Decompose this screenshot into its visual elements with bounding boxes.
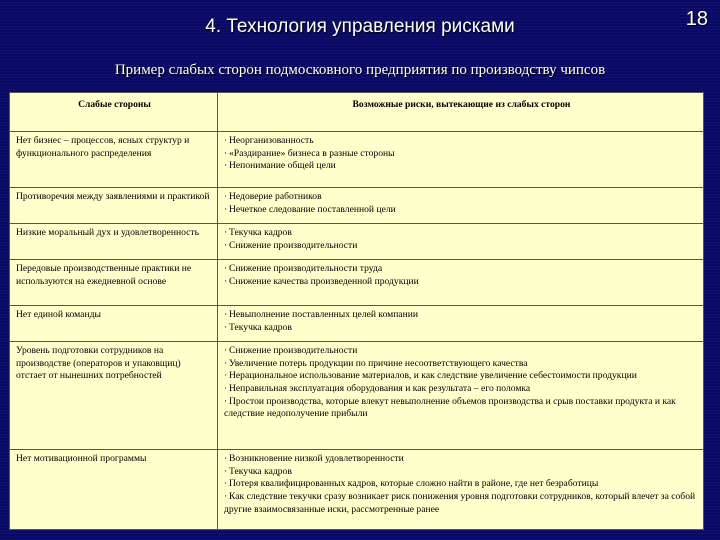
bullet-icon: ·	[224, 321, 228, 333]
risk-item	[224, 240, 699, 253]
bullet-icon: ·	[224, 203, 228, 215]
weakness-cell: Нет единой команды	[10, 306, 218, 342]
risk-text: Снижение производительности труда	[229, 263, 383, 274]
bullet-icon: ·	[224, 160, 228, 172]
bullet-icon: ·	[224, 453, 228, 464]
risks-cell	[218, 132, 704, 188]
risks-cell	[218, 306, 704, 342]
risk-item	[224, 370, 699, 383]
risk-text: Текучка кадров	[229, 321, 292, 333]
risk-item	[224, 276, 699, 289]
weakness-cell: Уровень подготовки сотрудников на производстве (операторов и упаковщиц) отстает от нынешних потребностей	[10, 342, 218, 450]
weakness-cell: Передовые производственные практики не используются на ежедневной основе	[10, 260, 218, 306]
risk-text: Снижение производительности	[229, 239, 358, 251]
risk-text: Неправильная эксплуатация оборудования и как результата – его поломка	[229, 382, 531, 394]
bullet-icon: ·	[224, 465, 228, 477]
risk-text: Возникновение низкой удовлетворенности	[229, 453, 404, 464]
header-weaknesses: Слабые стороны	[10, 93, 218, 132]
table-row	[10, 132, 704, 188]
table-row	[10, 224, 704, 260]
table-row	[10, 260, 704, 306]
risk-text: Невыполнение поставленных целей компании	[229, 309, 419, 320]
bullet-icon: ·	[224, 370, 228, 382]
table-row	[10, 306, 704, 342]
risk-item	[224, 191, 699, 204]
risk-text: Непонимание общей цели	[229, 160, 336, 172]
bullet-icon: ·	[224, 239, 228, 251]
table-row	[10, 342, 704, 450]
bullet-icon: ·	[224, 309, 228, 320]
risk-item	[224, 263, 699, 276]
risk-item	[224, 148, 699, 161]
risk-item	[224, 309, 699, 322]
header-risks: Возможные риски, вытекающие из слабых сторон	[218, 93, 704, 132]
risk-item	[224, 453, 699, 466]
bullet-icon: ·	[224, 135, 228, 146]
risks-cell	[218, 450, 704, 530]
risk-item	[224, 383, 699, 396]
risks-cell	[218, 342, 704, 450]
bullet-icon: ·	[224, 490, 228, 502]
bullet-icon: ·	[224, 227, 228, 238]
bullet-icon: ·	[224, 191, 228, 202]
risk-item	[224, 322, 699, 335]
bullet-icon: ·	[224, 382, 228, 394]
slide-subtitle: Пример слабых сторон подмосковного предприятия по производству чипсов	[114, 62, 606, 78]
risk-text: Снижение производительности	[229, 345, 358, 356]
slide-number: 18	[685, 8, 708, 30]
bullet-icon: ·	[224, 345, 228, 356]
weakness-cell: Низкие моральный дух и удовлетворенность	[10, 224, 218, 260]
bullet-icon: ·	[224, 357, 228, 369]
risks-cell	[218, 188, 704, 224]
risk-text: Недоверие работников	[229, 191, 322, 202]
risk-item	[224, 227, 699, 240]
bullet-icon: ·	[224, 478, 228, 490]
bullet-icon: ·	[224, 395, 228, 407]
risk-item	[224, 466, 699, 479]
risk-text: Текучка кадров	[229, 227, 292, 238]
risk-table	[9, 92, 704, 530]
risk-text: Нечеткое следование поставленной цели	[229, 203, 396, 215]
risk-text: Простои производства, которые влекут невыполнение объемов производства и срыв поставки продукта и как следствие недополучение прибыли	[224, 395, 676, 420]
risks-cell	[218, 260, 704, 306]
table-row	[10, 450, 704, 530]
table-header-row	[10, 93, 704, 132]
risk-text: Потеря квалифицированных кадров, которые сложно найти в районе, где нет безработицы	[229, 478, 599, 490]
risk-item	[224, 135, 699, 148]
table-body	[10, 132, 704, 530]
risk-item	[224, 358, 699, 371]
risk-item	[224, 491, 699, 516]
table-row	[10, 188, 704, 224]
risk-text: Нерациональное использование материалов, и как следствие увеличение себестоимости продукции	[229, 370, 637, 382]
weakness-cell: Нет мотивационной программы	[10, 450, 218, 530]
risk-text: Как следствие текучки сразу возникает риск понижения уровня подготовки сотрудников, который влечет за собой другие взаимосвязанные иски, рассмотренные ранее	[224, 490, 696, 515]
bullet-icon: ·	[224, 147, 228, 159]
slide-title: 4. Технология управления рисками	[205, 16, 515, 37]
risks-cell	[218, 224, 704, 260]
weakness-cell: Противоречия между заявлениями и практикой	[10, 188, 218, 224]
risk-item	[224, 204, 699, 217]
risk-text: Увеличение потерь продукции по причине несоответствующего качества	[229, 357, 528, 369]
risk-text: Текучка кадров	[229, 465, 292, 477]
risk-item	[224, 345, 699, 358]
weakness-cell: Нет бизнес – процессов, ясных структур и функционального распределения	[10, 132, 218, 188]
risk-text: Неорганизованность	[229, 135, 314, 146]
bullet-icon: ·	[224, 263, 228, 274]
risk-item	[224, 396, 699, 421]
risk-text: «Раздирание» бизнеса в разные стороны	[229, 147, 395, 159]
bullet-icon: ·	[224, 275, 228, 287]
risk-text: Снижение качества произведенной продукции	[229, 275, 419, 287]
risk-item	[224, 160, 699, 173]
risk-item	[224, 478, 699, 491]
